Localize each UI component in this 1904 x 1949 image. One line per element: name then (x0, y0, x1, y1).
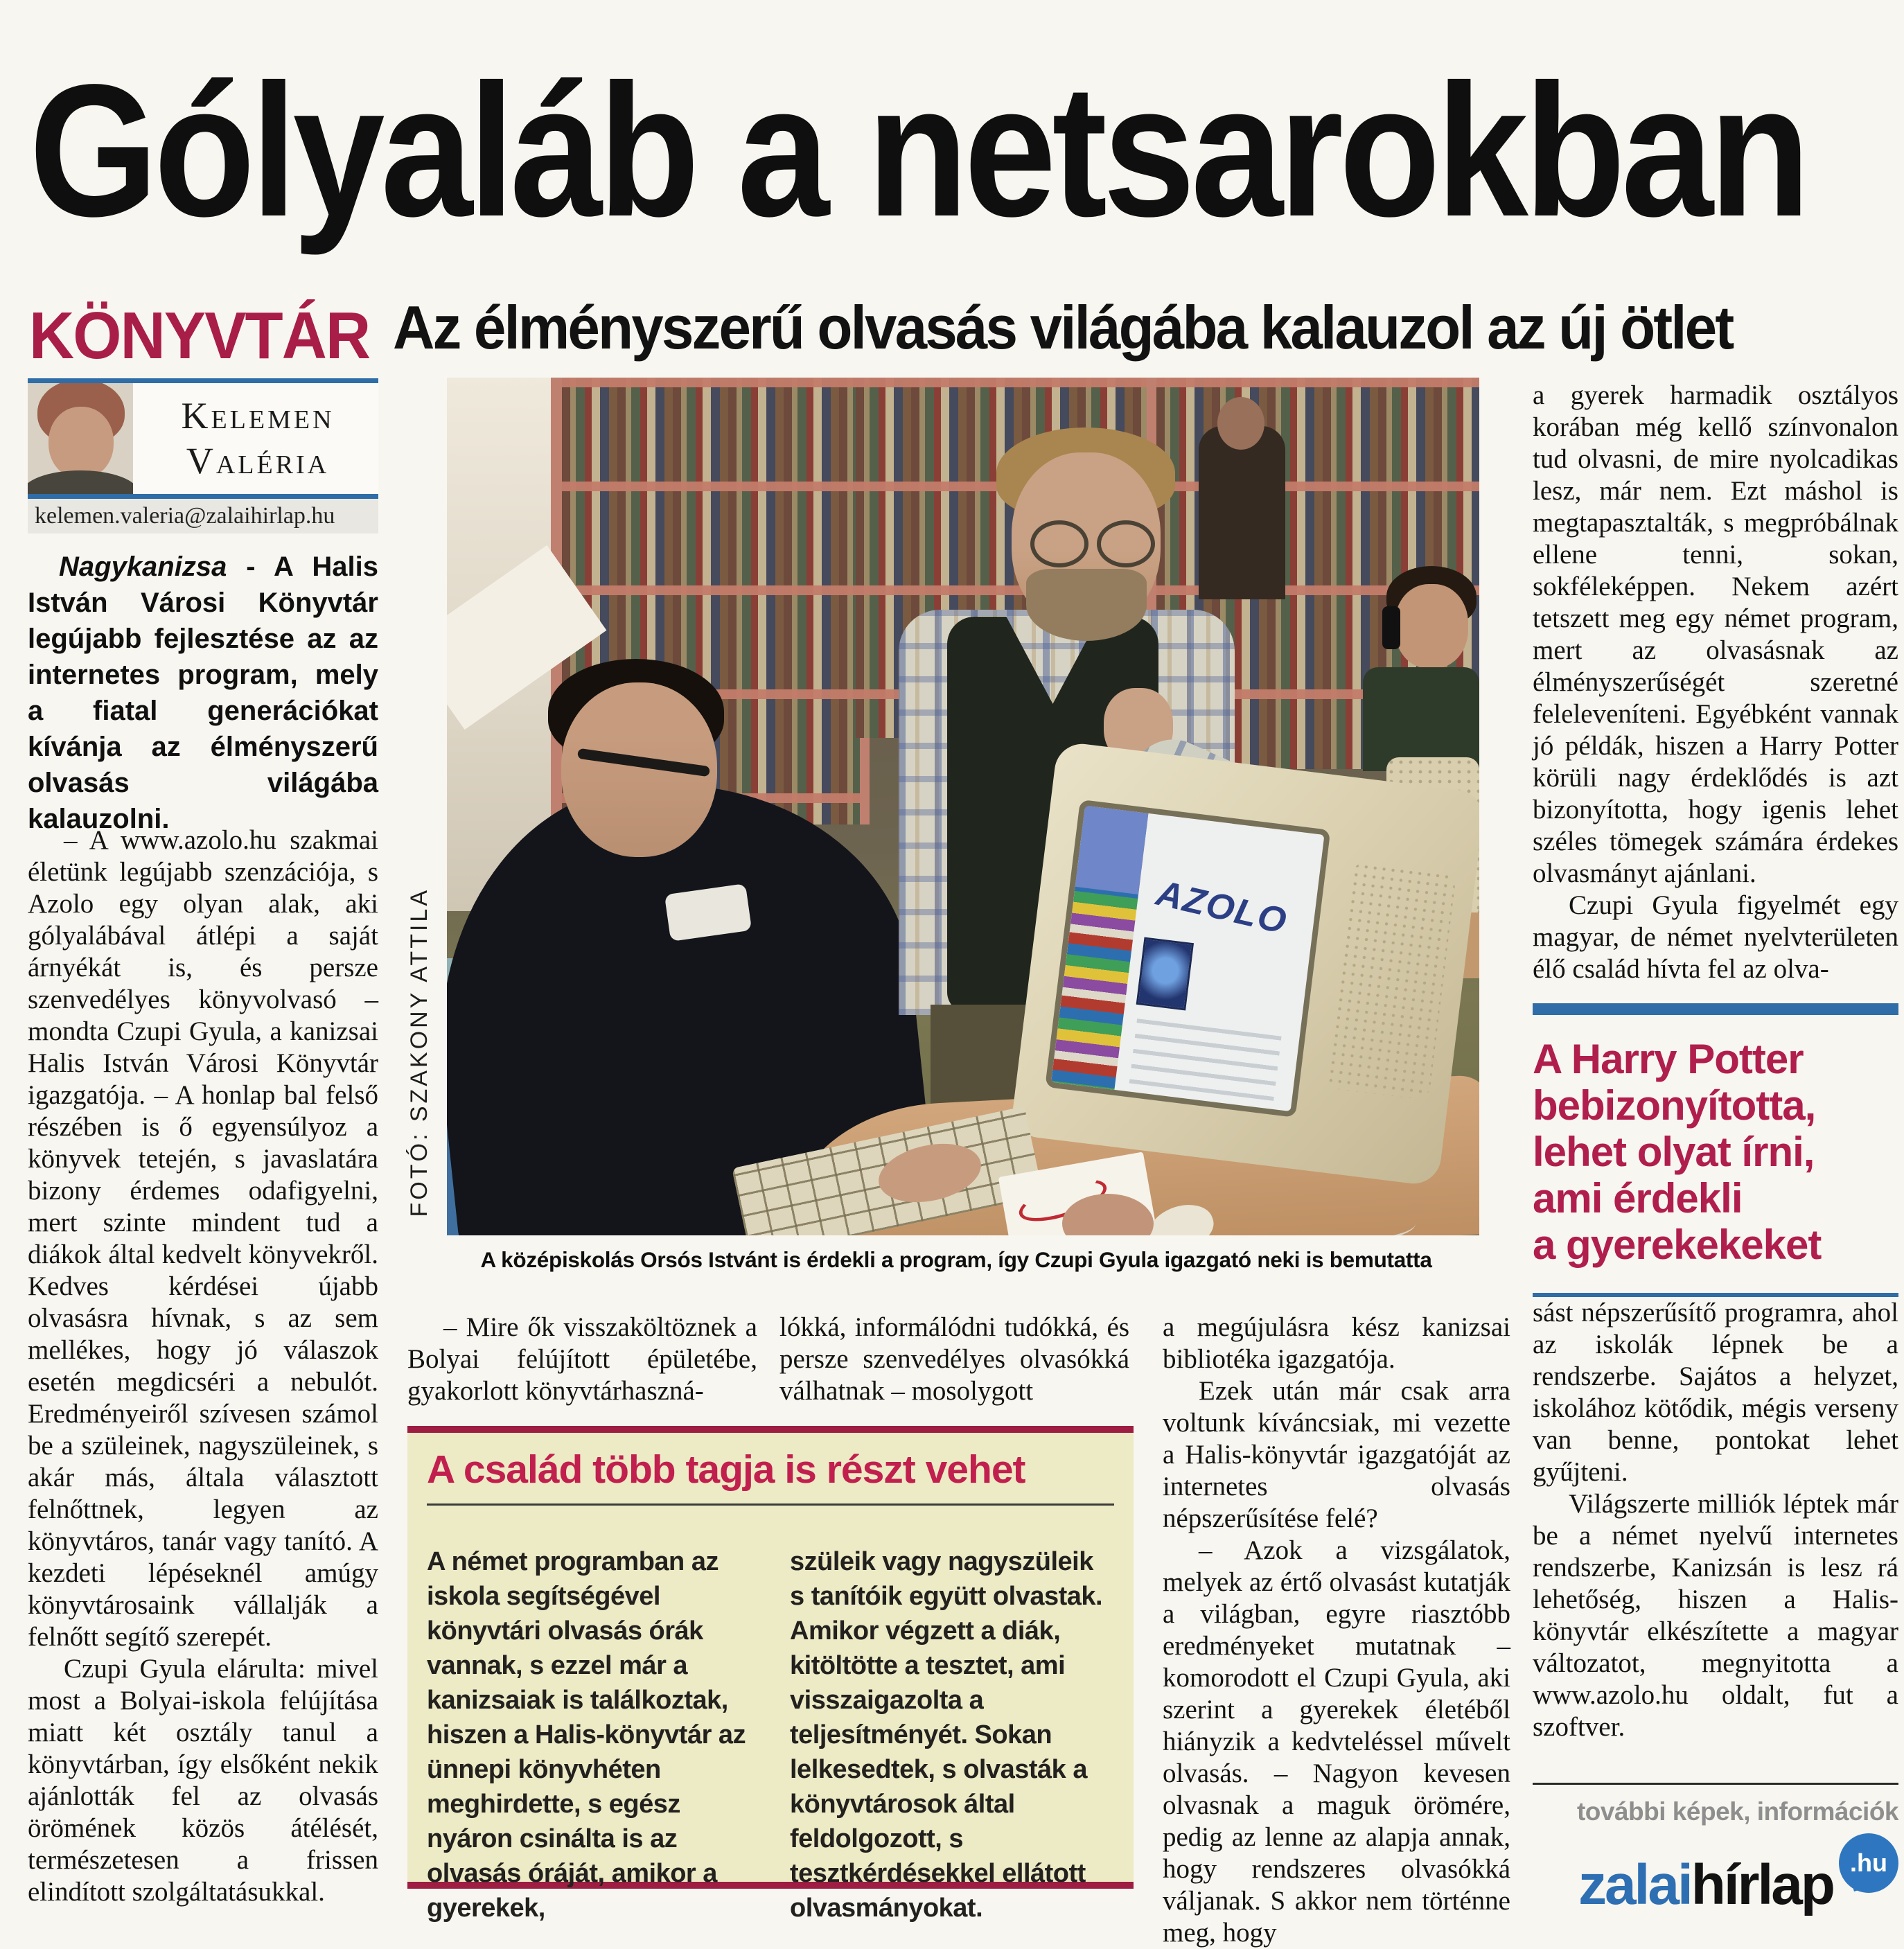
subtitle: Az élményszerű olvasás világába kalauzol az új ötlet (393, 293, 1733, 362)
author-email: kelemen.valeria@zalaihirlap.hu (28, 494, 378, 533)
info-box-rule (427, 1503, 1114, 1506)
article-paragraph: a gyerek harmadik osztályos korában még kellő színvonalon tud olvasni, de mire nyolcadikas lesz, már nem. Ezt máshol is megtapasztalták, s megpróbálnak ellene tenni, sokan, sokféleképpen. Nekem azért tetszett meg egy német program, mert az olvasásnak az élményszerűségét szeretné feleleveníteni. Egyébként vannak jó példák, hiszen a Harry Potter körüli nagy érdeklődés is azt bizonyította, hogy igenis lehet széles tömegek számára érdekes olvasmányt ajánlani. (1533, 380, 1898, 888)
logo-zalai: zalai (1578, 1853, 1691, 1916)
article-paragraph: – Azok a vizsgálatok, melyek az értő olvasást kutatják a világban, egyre riasztóbb eredményeket mutatnak – komorodott el Czupi Gyula, aki szerint a gyerekek életéből hiányzik a kedvteléssel művelt olvasás. – Nagyon kevesen olvasnak a maguk örömére, pedig az lenne az alapja annak, hogy rendszeres olvasókká váljanak. S akkor nem történne meg, hogy (1163, 1535, 1510, 1948)
photo-credit (406, 870, 442, 1235)
screen-art-figure (1075, 806, 1149, 894)
headline (29, 15, 1893, 292)
standing-man-glasses (1030, 520, 1088, 567)
background-person (1199, 426, 1285, 599)
article-paragraph: Czupi Gyula elárulta: mivel most a Bolyai-iskola felújítása miatt két osztály tanul a könyvtárban, így elsőként nekik ajánlották fel az olvasás örömének közös átélését, természetesen a frissen elindított szolgáltatásukkal. (28, 1654, 378, 1907)
article-paragraph: a megújulásra kész kanizsai bibliotéka igazgatója. (1163, 1312, 1510, 1374)
article-paragraph: Világszerte milliók léptek már be a német nyelvű internetes rendszerbe, Kanizsán is lesz rá lehetőség, hiszen a Halis-könyvtár elkészítette a magyar változatot, megnyitotta a www.azolo.hu oldalt, fut a szoftver. (1533, 1489, 1898, 1742)
lead-location: Nagykanizsa (59, 552, 227, 582)
info-box-column-2: szüleik vagy nagyszüleik s tanítóik együtt olvastak. Amikor végzett a diák, kitöltötte a tesztet, ami visszaigazolta a teljesítményét. Sokan lelkesedtek, s olvasták a könyvtárosok által feldolgozott, s tesztkérdésekkel ellátott olvasmányokat. (790, 1547, 1103, 1923)
kicker-row (29, 291, 1893, 378)
info-box (407, 1426, 1134, 1923)
author-top-rule (28, 378, 378, 383)
info-box-columns (427, 1544, 1114, 1925)
crt-screen (1045, 800, 1330, 1118)
mid-column-2 (779, 1312, 1129, 1407)
author-inner (28, 383, 378, 494)
photo-credit-text: FOTÓ: SZAKONY ATTILA (406, 888, 432, 1217)
author-portrait (28, 383, 133, 494)
lead-paragraph (28, 549, 378, 837)
lead-text: - A Halis István Városi Könyvtár legújabb fejlesztése az az internetes program, mely a fiatal generációkat kívánja az élményszerű olvasás világába kalauzolni. (28, 552, 378, 834)
author-name-line2: Valéria (186, 440, 330, 482)
author-name-line1: Kelemen (181, 395, 335, 437)
screen-text-lines (1129, 1018, 1282, 1101)
pull-quote-line: A Harry Potter (1533, 1036, 1804, 1082)
left-column (28, 824, 378, 1908)
crt-monitor (1010, 741, 1479, 1187)
right-column (1533, 380, 1898, 1916)
mouse-cable (1180, 1199, 1416, 1235)
section-kicker: KÖNYVTÁR (29, 299, 370, 373)
author-block (28, 378, 378, 533)
screen-book-cover (1136, 937, 1194, 1011)
pull-quote (1533, 1036, 1898, 1268)
footer (1533, 1783, 1898, 1914)
pull-quote-top-bar (1533, 1003, 1898, 1015)
standing-man-glasses (1097, 520, 1155, 567)
author-portrait-shoulders (28, 470, 133, 494)
footer-rule (1533, 1783, 1898, 1785)
right-person-head (1395, 584, 1468, 669)
article-paragraph: – A www.azolo.hu szakmai életünk legújabb szenzációja, s Azolo egy olyan alak, aki gólyalábával átlépi a saját árnyékát is, és persze szenvedélyes könyvolvasó – mondta Czupi Gyula, a kanizsai Halis István Városi Könyvtár igazgatója. – A honlap bal felső részében is ő egyensúlyoz a könyvek tetején, s javaslatára bizony érdemes odafigyelni, mert szinte mindent tud a diákok által kedvelt könyvekről. Kedves kérdései újabb olvasásra hívnak, s az sem mellékes, hogy jó válaszok esetén megdicséri a nebulót. Eredményeiről szívesen számol be a szüleinek, nagyszüleinek, s akár más, általa választott felnőttnek, legyen az könyvtáros, tanár vagy tanító. A kezdeti lépéseknél amúgy könyvtárosaink vállalják a felnőtt segítő szerepét. (28, 825, 378, 1652)
article-photo (447, 378, 1479, 1235)
mid-column-1 (407, 1312, 757, 1407)
headphone (1382, 606, 1400, 649)
article-paragraph: – Mire ők visszaköltöznek a Bolyai felújított épületébe, gyakorlott könyvtárhaszná- (407, 1312, 757, 1406)
info-box-column-1: A német programban az iskola segítségével könyvtári olvasás órák vannak, s ezzel már a kanizsaiak is találkoztak, hiszen a Halis-könyvtár az ünnepi könyvhéten meghirdette, s egész nyáron csinálta is az olvasás óráját, amikor a gyerekek, (427, 1547, 746, 1923)
standing-man-beard (1026, 569, 1147, 641)
info-box-title: A család több tagja is részt vehet (427, 1447, 1025, 1492)
pull-quote-line: ami érdekli (1533, 1175, 1743, 1222)
background-person-head (1217, 397, 1264, 450)
logo-hu-bubble-icon: .hu (1839, 1833, 1898, 1893)
pull-quote-line: bebizonyította, (1533, 1082, 1816, 1129)
article-paragraph: Ezek után már csak arra voltunk kíváncsiak, mi vezette a Halis-könyvtár igazgatóját az internetes olvasás népszerűsítése felé? (1163, 1376, 1510, 1533)
author-portrait-face (49, 407, 114, 479)
author-name (137, 383, 378, 494)
zalaihirlap-logo (1533, 1833, 1898, 1914)
pull-quote-line: a gyerekekeket (1533, 1222, 1822, 1268)
pull-quote-line: lehet olyat írni, (1533, 1129, 1815, 1175)
photo-caption: A középiskolás Orsós Istvánt is érdekli a program, így Czupi Gyula igazgató neki is bemutatta (480, 1247, 1432, 1272)
right-person-shirt (1363, 667, 1479, 771)
footer-more-info: további képek, információk (1576, 1797, 1898, 1826)
mid-column-3 (1163, 1312, 1510, 1949)
headline-text: Gólyaláb a netsarokban (29, 45, 1806, 256)
article-paragraph: sást népszerűsítő programra, ahol az iskolák lépnek be a rendszerbe. Sajátos a helyzet, iskolához kötődik, mégis verseny van benne, pontokat lehet gyűjteni. (1533, 1298, 1898, 1487)
logo-hirlap: hírlap (1691, 1853, 1833, 1916)
article-paragraph: lókká, informálódni tudókká, és persze szenvedélyes olvasókká válhatnak – mosolygott (779, 1312, 1129, 1406)
screen-azolo-logo: AZOLO (1152, 872, 1292, 942)
article-paragraph: Czupi Gyula figyelmét egy magyar, de német nyelvterületen élő család hívta fel az olva- (1533, 890, 1898, 984)
